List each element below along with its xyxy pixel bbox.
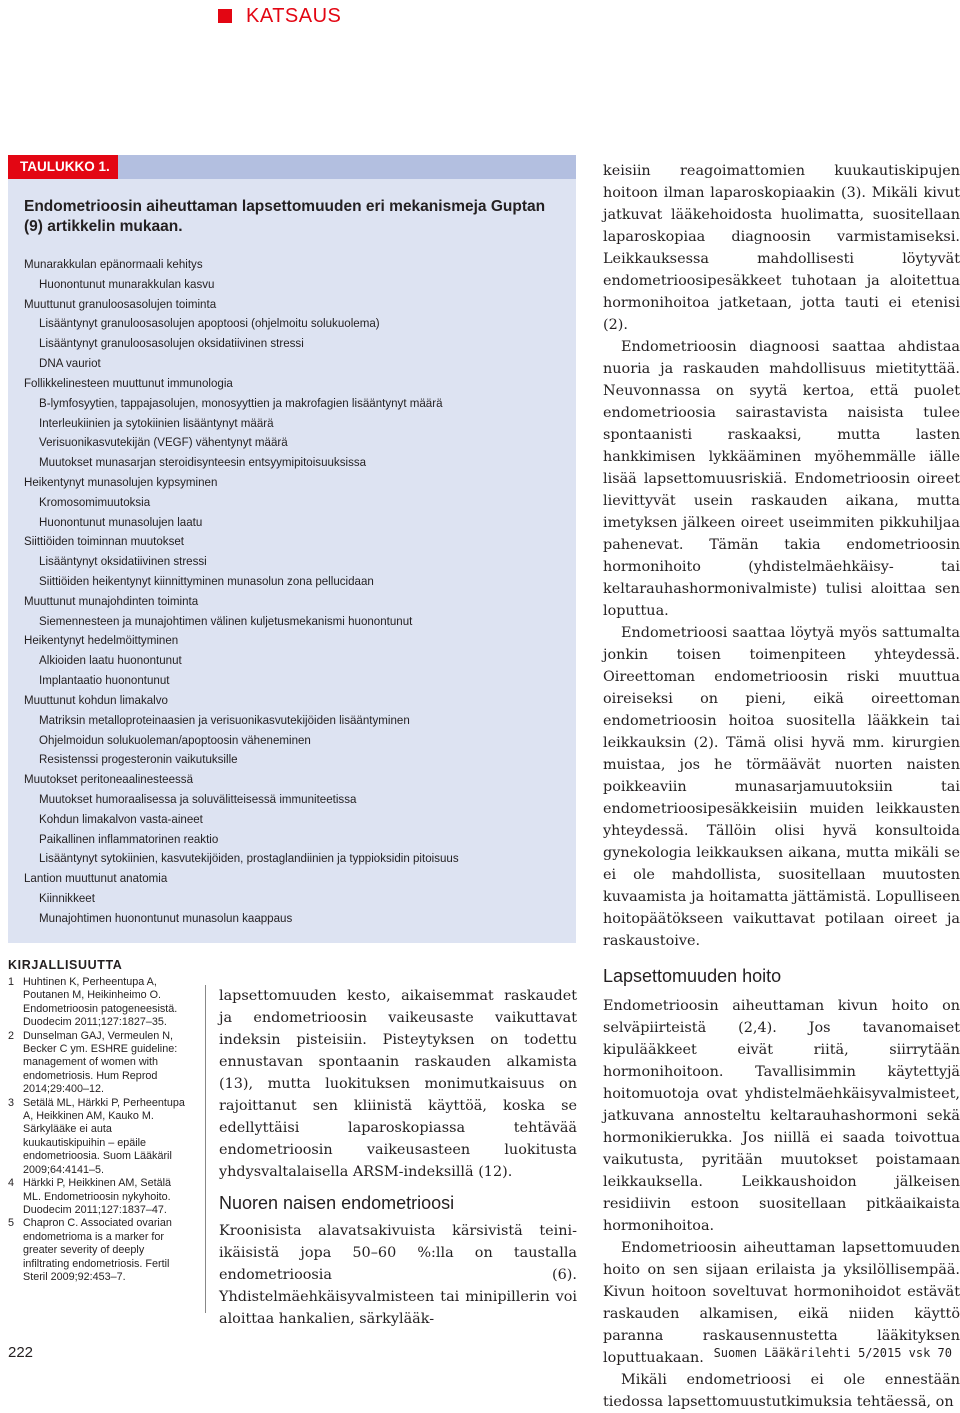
table-row: Muuttunut munajohdinten toiminta xyxy=(24,593,199,608)
table-row: Alkioiden laatu huonontunut xyxy=(39,653,182,668)
reference-item xyxy=(8,1177,186,1217)
paragraph: Endometrioosi saattaa löytyä myös sattumalta jonkin toisen toimenpiteen yhteydessä. Oireettoman endometrioosin riski muuttua oireiseksi on pieni, eikä oireettoman endometrioosin hoitoa suositella lääkkein tai leikkauksin (2). Tämä olisi hyvä mm. kirurgien muistaa, jos he törmäävät nuorten naisten poikkeaviin munasarjamuutoksiin tai endometrioosipesäkkeisiin muiden leikkausten yhteydessä. Tällöin olisi hyvä konsultoida gynekologia leikkauksen aikana, mutta mikäli se ei ole mahdollista, suositellaan muutosten kuvaamista ja hoitamatta jättämistä. Lopulliseen hoitopäätökseen vaikuttavat potilaan oireet ja raskaustoive. xyxy=(603,625,960,949)
table-row: Munajohtimen huonontunut munasolun kaappaus xyxy=(39,910,293,925)
table-row: Muutokset peritoneaalinesteessä xyxy=(24,772,194,787)
section-heading: Lapsettomuuden hoito xyxy=(603,966,782,986)
reference-item xyxy=(8,976,186,1030)
reference-text: Härkki P, Heikkinen AM, Setälä ML. Endometrioosin nykyhoito. Duodecim 2011;127:1837–47. xyxy=(23,1177,172,1216)
table-row: Lisääntynyt sytokiinien, kasvutekijöiden, prostaglandiinien ja typpioksidin pitoisuus xyxy=(39,851,459,866)
table-row: Verisuonikasvutekijän (VEGF) vähentynyt määrä xyxy=(39,435,288,450)
middle-column xyxy=(219,985,577,1330)
table-row: Munarakkulan epänormaali kehitys xyxy=(24,257,203,271)
paragraph: Endometrioosin aiheuttaman lapsettomuuden hoito on sen sijaan erilaista ja yksilöllisempää. Kivun hoitoon soveltuvat hormonihoidot estävät raskauden alkamisen, eikä niiden käyttö parannа raskausennustetta lääkityksen loputtuakaan. xyxy=(603,1240,960,1366)
column-divider xyxy=(205,985,206,1313)
table-row: Follikkelinesteen muuttunut immunologia xyxy=(24,375,233,390)
table-row: Kohdun limakalvon vasta-aineet xyxy=(39,811,203,826)
paragraph: Endometrioosin aiheuttaman kivun hoito on selväpiirteistä (2,4). Jos tavanomaiset kipulääkkeet eivät riitä, siirrytään hormonihoitoon. Tavallisimmin käytettyjä hoitomuotoja ovat yhdistelmäehkäisyvalmisteet, jatkuvana annosteltu keltarauhashormoni sekä hormonikierukka. Jos niillä ei saada toivottua vaikutusta, pyritään muutokset poistamaan leikkauksella. Leikkaushoidon jälkeisen residiivin estoon suositellaan pitkäaikaista hormonihoitoa. xyxy=(603,998,960,1234)
reference-item xyxy=(8,1217,186,1284)
reference-text: Dunselman GAJ, Vermeulen N, Becker C ym. ESHRE guideline: management of women with endometriosis. Hum Reprod 2014;29:400–12. xyxy=(23,1029,178,1096)
table-row: Ohjelmoidun solukuoleman/apoptoosin väheneminen xyxy=(39,732,311,747)
paragraph: Mikäli endometrioosi ei ole ennestään tiedossa lapsettomuustutkimuksia tehtäessä, on xyxy=(603,1372,960,1410)
paragraph: keisiin reagoimattomien kuukautiskipujen hoitoon ilman laparoskopiaakin (3). Mikäli kivut jatkuvat lääkehoidosta huolimatta, suositellaan laparoskopiaa diagnoosin varmistamiseksi. Leikkauksessa mahdollisesti löytyvät endometrioosipesäkkeet tuhotaan ja aloitettua hormonihoitoa jatketaan, jotta tauti ei etenisi (2). xyxy=(603,163,960,333)
references-heading: KIRJALLISUUTTA xyxy=(8,958,123,972)
table-row: Kiinnikkeet xyxy=(39,891,95,905)
paragraph: Endometrioosin diagnoosi saattaa ahdistaa nuoria ja raskauden mahdollisuus mietityttää. Neuvonnassa on syytä kertoa, että puolet endometrioosia sairastavista naisista tulee spontaanisti raskaaksi, mutta lasten hankkimisen lykkääminen myöhemmälle iälle lisää lapsettomuusriskiä. Endometrioosin oireet lievittyvät usein raskauden aikana, mutta imetyksen jälkeen oireet useimmiten pikkuhiljaa pahenevat. Tämän takia endometrioosin hormonihoito (yhdistelmäehkäisy- tai keltarauhashormonivalmiste) tulisi aloittaa sen loputtua. xyxy=(603,339,960,619)
section-label: KATSAUS xyxy=(246,4,342,27)
table-row: B-lymfosyytien, tappajasolujen, monosyyttien ja makrofagien lisääntynyt määrä xyxy=(39,395,443,410)
table-row: Huonontunut munasolujen laatu xyxy=(39,514,203,529)
reference-text: Huhtinen K, Perheentupa A, Poutanen M, Heikinheimo O. Endometrioosin patogeneesistä. Duodecim 2011;127:1827–35. xyxy=(23,976,178,1029)
table-row: Muuttunut granuloosasolujen toiminta xyxy=(24,296,217,311)
table-row: Siittiöiden toiminnan muutokset xyxy=(24,534,184,549)
reference-text: Setälä ML, Härkki P, Perheentupa A, Heikkinen AM, Kauko M. Särkylääke ei auta kuukautiskipuihin – epäile endometrioosia. Suom Lääkäril 2009;64:4141–5. xyxy=(23,1096,185,1176)
table-row: DNA vauriot xyxy=(39,356,101,371)
paragraph: Kroonisista alavatsakivuista kärsivistä teini-ikäisistä jopa 50–60 %:lla on taustalla endometrioosia (6). Yhdistelmäehkäisyvalmisteen tai minipillerin voi aloittaa hankalien, särkylääk- xyxy=(219,1223,577,1327)
red-square-icon xyxy=(218,9,232,23)
reference-number: 3 xyxy=(8,1096,15,1109)
table-row: Interleukiinien ja sytokiinien lisääntynyt määrä xyxy=(39,415,274,430)
table-row: Muutokset munasarjan steroidisynteesin entsyymipitoisuuksissa xyxy=(39,455,367,470)
table-row: Lisääntynyt oksidatiivinen stressi xyxy=(39,554,207,569)
table-row: Kromosomimuutoksia xyxy=(39,494,151,509)
right-column xyxy=(603,160,960,1413)
table-row: Huonontunut munarakkulan kasvu xyxy=(39,276,215,291)
table-row: Heikentynyt hedelmöittyminen xyxy=(24,633,179,648)
table-row: Siemennesteen ja munajohtimen välinen kuljetusmekanismi huonontunut xyxy=(39,613,413,628)
table-header-bar xyxy=(8,155,576,179)
reference-number: 1 xyxy=(8,976,15,988)
references xyxy=(8,958,186,1284)
table-row: Muuttunut kohdun limakalvo xyxy=(24,692,168,707)
table-title: Endometrioosin aiheuttaman lapsettomuuden eri mekanismeja Guptan (9) artikkelin mukaan. xyxy=(24,198,546,235)
table-row: Resistenssi progesteronin vaikutuksille xyxy=(39,752,238,767)
table-box xyxy=(8,155,576,943)
table-row: Paikallinen inflammatorinen reaktio xyxy=(39,831,219,846)
table-header-fill xyxy=(118,155,576,179)
table-row: Muutokset humoraalisessa ja soluvälitteisessä immuniteetissa xyxy=(39,791,357,806)
reference-number: 5 xyxy=(8,1217,15,1230)
reference-item xyxy=(8,1097,186,1177)
table-label: TAULUKKO 1. xyxy=(8,155,118,179)
table-row: Lisääntynyt granuloosasolujen oksidatiivinen stressi xyxy=(39,336,304,351)
reference-number: 2 xyxy=(8,1029,15,1042)
section-tag xyxy=(218,4,341,28)
table-row: Lisääntynyt granuloosasolujen apoptoosi (ohjelmoitu solukuolema) xyxy=(39,316,380,331)
page-number: 222 xyxy=(8,1344,34,1361)
section-heading: Nuoren naisen endometrioosi xyxy=(219,1193,455,1213)
reference-text: Chapron C. Associated ovarian endometrioma is a marker for greater severity of deeply infiltrating endometriosis. Fertil Steril 2009;92:453–7. xyxy=(23,1217,172,1283)
paragraph: lapsettomuuden kesto, aikaisemmat raskaudet ja endometrioosin vaikeusaste vaikuttavat indeksin pisteisiin. Pisteytyksen on todettu ennustavan spontaanin raskauden alkamista (13), mutta luokituksen monimutkaisuus on rajoittanut sen kliinistä käyttöä, koska se edellyttäisi laparoskopiassa tehtävää endometrioosin vaikeusasteen luokitusta yhdysvaltalaisella ARSM-indeksillä (12). xyxy=(219,988,577,1180)
table-row: Siittiöiden heikentynyt kiinnittyminen munasolun zona pellucidaan xyxy=(39,574,374,588)
table-row: Matriksin metalloproteinaasien ja verisuonikasvutekijöiden lisääntyminen xyxy=(39,712,410,727)
table-row: Heikentynyt munasolujen kypsyminen xyxy=(24,474,218,489)
references-list xyxy=(8,976,186,1284)
reference-number: 4 xyxy=(8,1177,15,1190)
table-rows xyxy=(24,255,574,929)
table-row: Lantion muuttunut anatomia xyxy=(24,871,168,886)
reference-item xyxy=(8,1030,186,1097)
journal-footer: Suomen Lääkärilehti 5/2015 vsk 70 xyxy=(713,1346,952,1360)
table-row: Implantaatio huonontunut xyxy=(39,673,170,688)
